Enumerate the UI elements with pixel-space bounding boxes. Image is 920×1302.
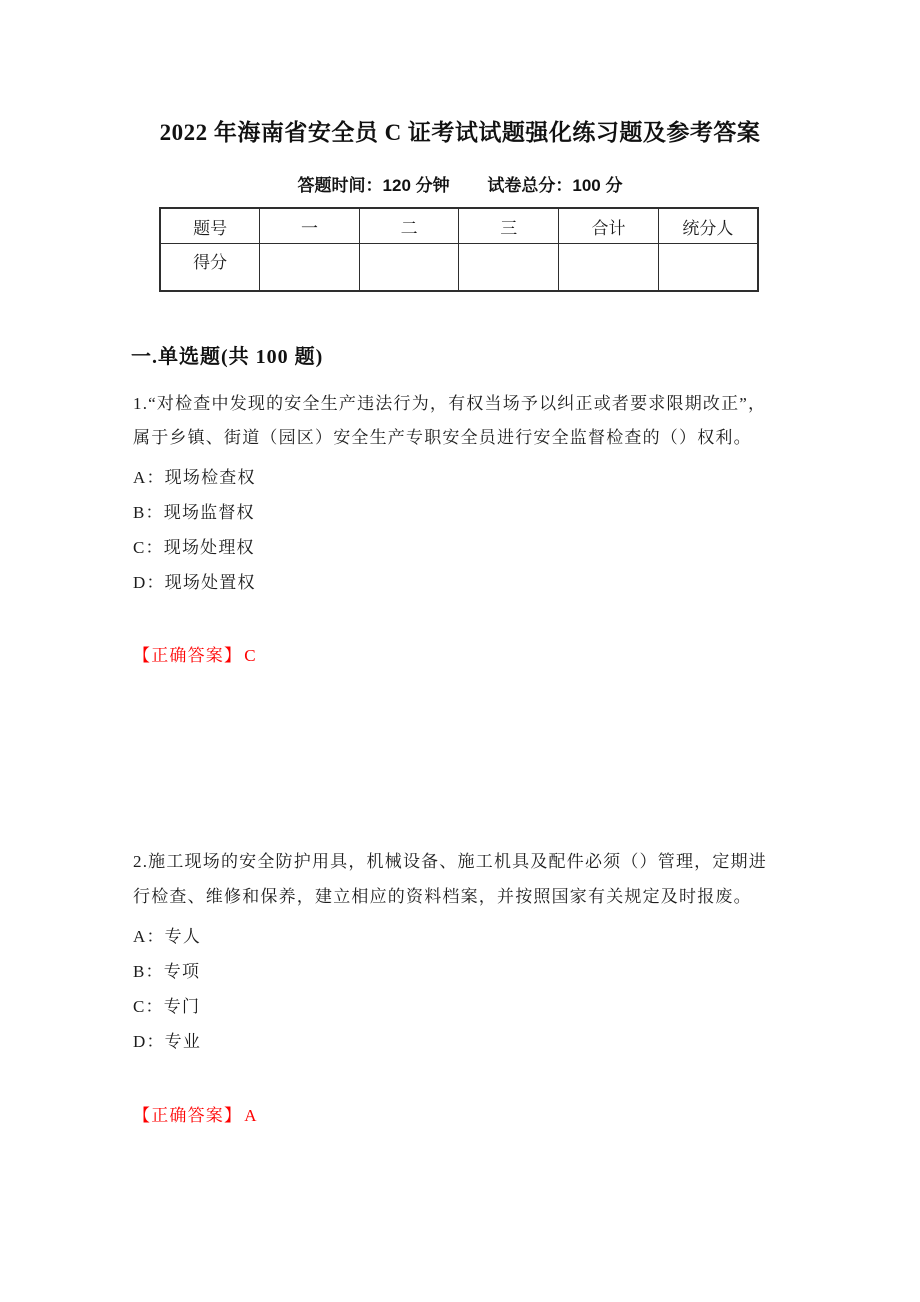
correct-answer-label: 【正确答案】 — [133, 1106, 243, 1125]
score-row-label: 得分 — [160, 244, 260, 292]
question-2-option-c: C：专门 — [133, 997, 201, 1016]
answer-time-label: 答题时间：120 分钟 — [297, 176, 450, 195]
score-table-header-cell-total: 合计 — [559, 208, 659, 244]
score-cell-empty — [359, 244, 459, 292]
score-table-header-row — [160, 208, 758, 244]
score-table-header-cell-section-2: 二 — [359, 208, 459, 244]
score-cell-empty — [658, 244, 758, 292]
exam-meta — [0, 171, 920, 196]
correct-answer-label: 【正确答案】 — [133, 646, 243, 665]
question-1-text-line-1: 1.“对检查中发现的安全生产违法行为，有权当场予以纠正或者要求限期改正”， — [133, 394, 767, 413]
question-1-text-line-2: 属于乡镇、街道（园区）安全生产专职安全员进行安全监督检查的（）权利。 — [133, 428, 752, 447]
question-2-text-line-1: 2.施工现场的安全防护用具，机械设备、施工机具及配件必须（）管理，定期进 — [133, 852, 767, 871]
score-cell-empty — [260, 244, 360, 292]
score-cell-empty — [559, 244, 659, 292]
question-2-correct-answer — [133, 1101, 258, 1126]
score-table-header-cell-scorer: 统分人 — [658, 208, 758, 244]
question-2-option-d: D：专业 — [133, 1032, 202, 1051]
question-1-option-b: B：现场监督权 — [133, 503, 255, 522]
correct-answer-value: A — [244, 1106, 258, 1125]
total-score-label: 试卷总分：100 分 — [487, 176, 623, 195]
score-table-header-cell-section-3: 三 — [459, 208, 559, 244]
section-heading-single-choice: 一.单选题(共 100 题) — [131, 346, 324, 368]
question-1-option-a: A：现场检查权 — [133, 468, 256, 487]
question-1-correct-answer — [133, 641, 257, 666]
question-2-text-line-2: 行检查、维修和保养，建立相应的资料档案，并按照国家有关规定及时报废。 — [133, 887, 752, 906]
score-table-header-cell-question-no: 题号 — [160, 208, 260, 244]
question-1-option-c: C：现场处理权 — [133, 538, 255, 557]
question-2-option-a: A：专人 — [133, 927, 202, 946]
correct-answer-value: C — [244, 646, 257, 665]
score-table-score-row — [160, 244, 758, 292]
score-table — [159, 207, 759, 292]
question-1-option-d: D：现场处置权 — [133, 573, 256, 592]
score-cell-empty — [459, 244, 559, 292]
question-2-option-b: B：专项 — [133, 962, 201, 981]
score-table-header-cell-section-1: 一 — [260, 208, 360, 244]
page-title: 2022 年海南省安全员 C 证考试试题强化练习题及参考答案 — [159, 120, 761, 145]
